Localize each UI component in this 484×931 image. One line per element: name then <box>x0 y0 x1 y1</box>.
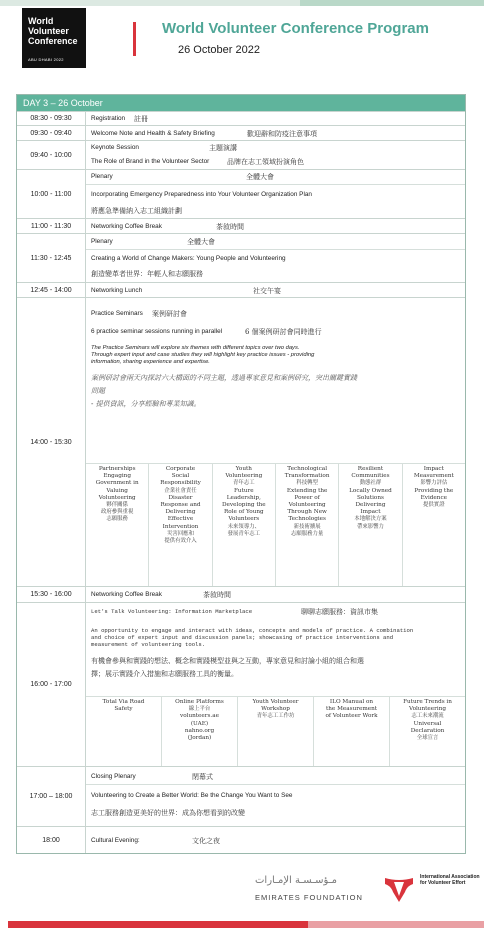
session-en: Creating a World of Change Makers: Young People and Volunteering <box>91 255 286 262</box>
row-plenary-emergency <box>17 169 465 218</box>
session-en: Volunteering to Create a Better World: Be the Change You Want to See <box>91 792 293 799</box>
top-decor-bar <box>0 0 484 8</box>
marketplace-title: Let's Talk Volunteering: Information Marketplace <box>91 608 253 615</box>
seminar-col-resilient: Resilient Communities 動態社群 Locally Owned Solutions Delivering Impact 本地解決方案 帶來影響力 <box>339 464 402 586</box>
time-cell: 15:30 - 16:00 <box>17 587 86 602</box>
marketplace-desc-1: An opportunity to engage and interact with ideas, concepts and models of practice. A combination <box>91 627 414 634</box>
day-header: DAY 3 – 26 October <box>17 95 465 111</box>
time-cell: 12:45 - 14:00 <box>17 283 86 297</box>
logo-text: World Volunteer Conference <box>28 16 78 46</box>
row-closing-plenary <box>17 766 465 826</box>
booth-col-online-platforms: Online Platforms 線上平台 volunteers.ae (UAE) nahno.org (Jordan) <box>162 697 238 766</box>
session-en: Networking Lunch <box>91 287 143 294</box>
iave-logo-icon <box>383 872 415 904</box>
time-cell: 18:00 <box>17 827 86 853</box>
seminar-col-technology: Technological Transformation 科技轉型 Extending the Power of Volunteering Through New Technologies 新技術擴展 志願服務力量 <box>276 464 339 586</box>
seminar-col-partnerships: Partnerships Engaging Government in Valuing Volunteering 夥伴關係 政府參與重視 志願服務 <box>86 464 149 586</box>
seminar-desc-1: The Practice Seminars will explore six themes with different topics over two days. <box>91 345 300 351</box>
session-zh: 創造變革者世界：年輕人和志願服務 <box>91 270 203 278</box>
row-keynote <box>17 140 465 169</box>
session-label-zh: 全體大會 <box>187 238 215 246</box>
session-zh: 茶敘時間 <box>203 591 231 599</box>
time-cell: 11:30 - 12:45 <box>17 234 86 282</box>
time-cell: 14:00 - 15:30 <box>17 298 86 586</box>
time-cell: 08:30 - 09:30 <box>17 112 86 125</box>
row-lunch <box>17 282 465 297</box>
iave-name: International Association for Volunteer Effort <box>420 874 480 886</box>
emirates-foundation-logo <box>255 875 365 905</box>
seminar-col-csr: Corporate Social Responsibility 企業社會責任 Disaster Response and Delivering Effective Intervention 災害回應和 提供有效介入 <box>149 464 212 586</box>
seminar-label-zh: 案例研討會 <box>152 310 187 318</box>
session-zh: 歡迎辭和防疫注意事項 <box>247 130 317 138</box>
emirates-foundation-arabic: مـؤسـسـة الإمـارات <box>255 875 337 886</box>
seminar-col-youth: Youth Volunteering 青年志工 Future Leadership, Developing the Role of Young Volunteers 未來領導力、 發展青年志工 <box>213 464 276 586</box>
marketplace-zh-1: 有機會參與和實踐的想法、概念和實踐模型並與之互動，專家意見和討論小組的組合和選 <box>91 657 364 665</box>
session-label-zh: 閉幕式 <box>192 773 213 781</box>
session-en: Cultural Evening: <box>91 837 140 844</box>
booth-col-youth-workshop: Youth Volunteer Workshop 青年志工工作坊 <box>238 697 314 766</box>
booth-col-road-safety: Total Via Road Safety <box>86 697 162 766</box>
session-label-zh: 全體大會 <box>246 173 274 181</box>
marketplace-zh-2: 擇；展示實踐介入措施和志願服務工具的衡量。 <box>91 670 238 678</box>
session-zh: 主題演講 <box>209 144 237 152</box>
bottom-decor-bar <box>0 921 484 931</box>
red-divider <box>133 22 136 56</box>
session-zh: 志工服務創造更美好的世界：成為你想看到的改變 <box>91 809 245 817</box>
time-cell: 09:30 - 09:40 <box>17 126 86 140</box>
session-en: Incorporating Emergency Preparedness into Your Volunteer Organization Plan <box>91 191 312 198</box>
seminar-col-impact: Impact Measurement 影響力評估 Providing the Evidence 提供實證 <box>413 466 454 509</box>
seminar-zh-desc-2: 問題 <box>91 387 105 395</box>
time-cell: 11:00 - 11:30 <box>17 219 86 233</box>
marketplace-desc-2: and choice of expert input and discussion panels; showcasing of practice interventions and <box>91 634 394 641</box>
time-cell: 17:00 – 18:00 <box>17 767 86 826</box>
row-practice-seminars <box>17 297 465 586</box>
row-cultural-evening <box>17 826 465 853</box>
row-welcome <box>17 125 465 140</box>
seminar-zh-desc-1: 案例研討會兩天內探討六大構面的不同主題，透過專家意見和案例研究，突出關鍵實踐 <box>91 374 357 382</box>
session-zh: 文化之夜 <box>192 837 220 845</box>
row-information-marketplace <box>17 602 465 766</box>
time-cell: 16:00 - 17:00 <box>17 603 86 766</box>
seminar-parallel-en: 6 practice seminar sessions running in parallel <box>91 328 223 335</box>
session-label: Closing Plenary <box>91 773 136 780</box>
session-zh-2: 品牌在志工領域扮演角色 <box>227 158 304 166</box>
session-label: Plenary <box>91 238 113 245</box>
seminar-desc-2: Through expert input and case studies they will highlight key practice issues - providing <box>91 352 315 358</box>
session-en: Keynote Session <box>91 144 139 151</box>
session-en: Registration <box>91 115 126 122</box>
wvc-logo <box>22 8 86 68</box>
seminar-grid <box>86 463 465 586</box>
marketplace-desc-3: measurement of volunteering tools. <box>91 641 206 648</box>
seminar-desc-3: information, sharing experience and expertise. <box>91 359 210 365</box>
logo-subtext: ABU DHABI 2022 <box>28 57 64 62</box>
session-zh: 註冊 <box>134 115 148 123</box>
row-coffee-2 <box>17 586 465 602</box>
booth-col-ilo-manual: ILO Manual on the Measurement of Volunteer Work <box>314 697 390 766</box>
session-label: Plenary <box>91 173 113 180</box>
session-en-2: The Role of Brand in the Volunteer Sector <box>91 158 210 165</box>
seminar-zh-desc-3: - 提供資訊，分享經驗和專業知識。 <box>91 400 201 408</box>
session-zh: 將應急準備納入志工組織計劃 <box>91 207 182 215</box>
emirates-foundation-english: EMIRATES FOUNDATION <box>255 893 363 902</box>
session-zh: 茶敘時間 <box>216 223 244 231</box>
booth-grid <box>86 696 465 766</box>
session-en: Welcome Note and Health & Safety Briefing <box>91 130 215 137</box>
page-date: 26 October 2022 <box>178 44 260 56</box>
marketplace-title-zh: 聊聊志願服務：資訊市集 <box>301 608 378 616</box>
session-en: Networking Coffee Break <box>91 591 162 598</box>
row-plenary-youth <box>17 233 465 282</box>
program-table <box>16 94 466 854</box>
page-title: World Volunteer Conference Program <box>162 20 429 37</box>
session-en: Networking Coffee Break <box>91 223 162 230</box>
time-cell: 10:00 - 11:00 <box>17 170 86 218</box>
row-coffee-1 <box>17 218 465 233</box>
row-registration <box>17 111 465 125</box>
session-zh: 社交午宴 <box>253 287 281 295</box>
seminar-label: Practice Seminars <box>91 310 143 317</box>
booth-col-future-trends: Future Trends in Volunteering 志工未來潮流 Universal Declaration 全球宣言 <box>403 699 452 742</box>
time-cell: 09:40 - 10:00 <box>17 141 86 169</box>
seminar-parallel-zh: 6 個案例研討會同時進行 <box>245 328 322 336</box>
